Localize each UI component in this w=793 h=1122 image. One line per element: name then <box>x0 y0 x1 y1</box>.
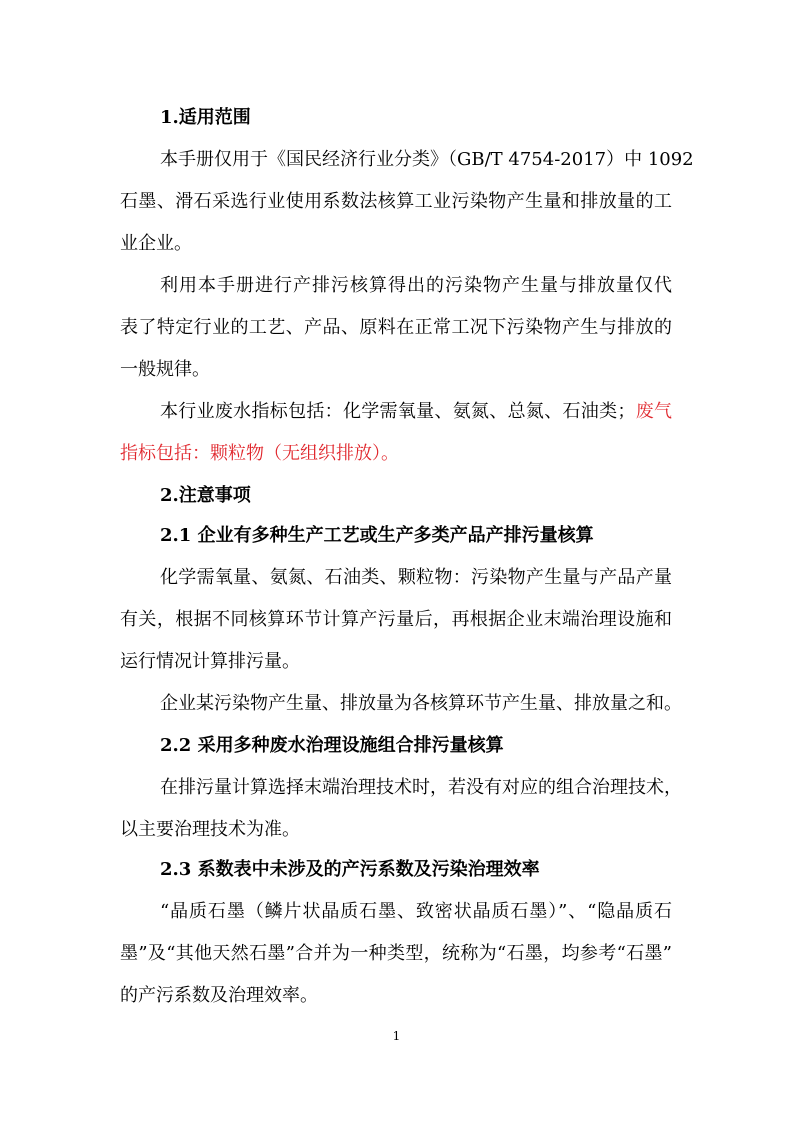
indicators-paragraph-line <box>160 400 672 424</box>
scope-paragraph-line: 本手册仅用于《国民经济行业分类》（GB/T 4754-2017）中 1092 <box>160 149 694 170</box>
subsection-2-2-paragraph-line: 在排污量计算选择末端治理技术时，若没有对应的组合治理技术， <box>160 777 682 798</box>
subsection-2-3-heading: 2.3 系数表中未涉及的产污系数及污染治理效率 <box>160 859 540 880</box>
scope-paragraph-line: 石墨、滑石采选行业使用系数法核算工业污染物产生量和排放量的工 <box>120 191 672 212</box>
scope-paragraph-line: 业企业。 <box>120 233 192 254</box>
subsection-2-1-sum-line: 企业某污染物产生量、排放量为各核算环节产生量、排放量之和。 <box>160 693 682 714</box>
exhaust-indicators-text: 废气 <box>635 401 672 422</box>
usage-paragraph-line: 一般规律。 <box>120 359 210 380</box>
page-number: 1 <box>392 1029 401 1043</box>
subsection-2-1-paragraph-line: 运行情况计算排污量。 <box>120 651 300 672</box>
subsection-2-1-heading: 2.1 企业有多种生产工艺或生产多类产品产排污量核算 <box>160 525 594 546</box>
wastewater-indicators-text: 本行业废水指标包括：化学需氧量、氨氮、总氮、石油类； <box>160 401 636 422</box>
section-1-heading: 1.适用范围 <box>160 107 251 128</box>
subsection-2-1-paragraph-line: 化学需氧量、氨氮、石油类、颗粒物：污染物产生量与产品产量 <box>160 567 672 588</box>
section-2-heading: 2.注意事项 <box>160 485 251 506</box>
subsection-2-2-heading: 2.2 采用多种废水治理设施组合排污量核算 <box>160 735 504 756</box>
subsection-2-3-paragraph-line: “晶质石墨（鳞片状晶质石墨、致密状晶质石墨）”、“隐晶质石 <box>160 901 672 922</box>
usage-paragraph-line: 表了特定行业的工艺、产品、原料在正常工况下污染物产生与排放的 <box>120 317 672 338</box>
subsection-2-3-paragraph-line: 的产污系数及治理效率。 <box>120 985 318 1006</box>
subsection-2-1-paragraph-line: 有关，根据不同核算环节计算产污量后，再根据企业末端治理设施和 <box>120 609 672 630</box>
subsection-2-3-paragraph-line: 墨”及“其他天然石墨”合并为一种类型，统称为“石墨，均参考“石墨” <box>120 943 672 964</box>
subsection-2-2-paragraph-line: 以主要治理技术为准。 <box>120 819 300 840</box>
exhaust-indicators-text: 指标包括：颗粒物（无组织排放）。 <box>120 443 399 464</box>
usage-paragraph-line: 利用本手册进行产排污核算得出的污染物产生量与排放量仅代 <box>160 275 672 296</box>
